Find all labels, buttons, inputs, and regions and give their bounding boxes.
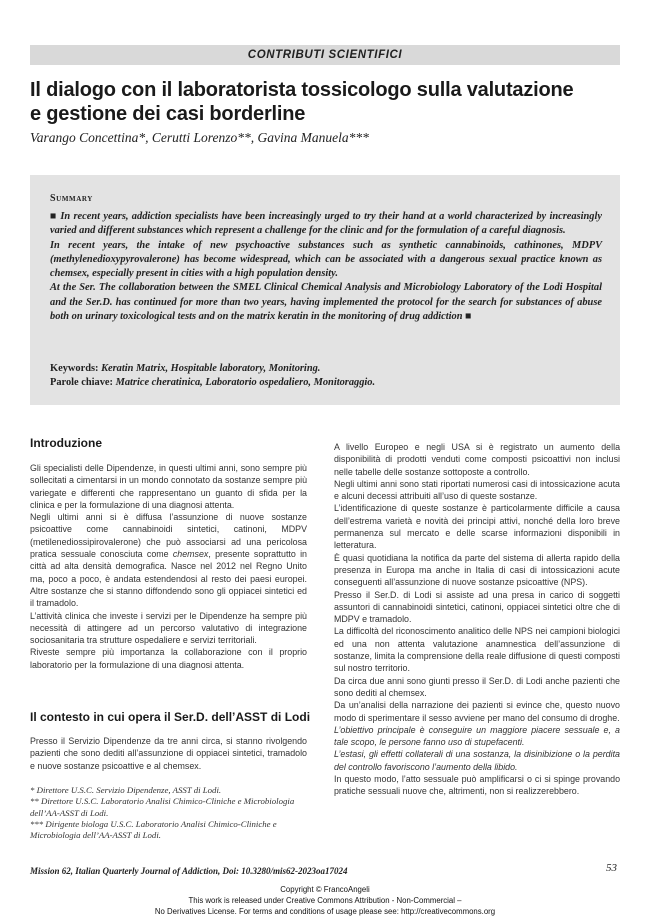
footnote-3: *** Dirigente biologa U.S.C. Laboratorio Analisi Chimico-Cliniche e Microbiologia dell’AA-ASST di Lodi. [30, 818, 277, 841]
parole-chiave-label: Parole chiave: [50, 377, 113, 388]
intro-paragraph: Gli specialisti delle Dipendenze, in questi ultimi anni, sono sempre più sollecitati a cimentarsi in un mondo connotato da sostanze sempre più variegate e differenti che rappresentano un guanto di sfida per la clinica e per la formulazione di una diagnosi attenta. [30, 463, 307, 510]
keywords-line [50, 363, 610, 374]
section-title-contesto: Il contesto in cui opera il Ser.D. dell’ASST di Lodi [30, 710, 311, 724]
keywords-value: Keratin Matrix, Hospitable laboratory, Monitoring. [101, 363, 321, 374]
page-number: 53 [606, 862, 617, 874]
body-paragraph: In questo modo, l’atto sessuale può amplificarsi o ci si spinge provando pratiche sessuali nuove che, altrimenti, non si realizzerebbero. [334, 774, 620, 797]
right-column-body [334, 441, 620, 798]
body-paragraph: Presso il Ser.D. di Lodi si assiste ad una presa in carico di soggetti assuntori di cannabinoidi sintetici, catinoni, oppiacei sintetici oltre che di MDPV e tramadolo. [334, 589, 620, 625]
section-label: CONTRIBUTI SCIENTIFICI [247, 49, 403, 61]
body-paragraph: L’identificazione di queste sostanze è particolarmente difficile a causa dell’estrema varietà e novità dei principi attivi, nonché della loro breve permanenza sul mercato e delle scarse informazioni disponibili in letteratura. [334, 503, 620, 551]
license-line: This work is released under Creative Commons Attribution - Non-Commercial – [188, 895, 462, 905]
summary-body [50, 210, 602, 324]
summary-box [30, 175, 620, 405]
intro-paragraph: L’attività clinica che investe i servizi per le Dipendenze ha sempre più necessità di attingere ad un percorso valutativo di integrazione sociosanitaria tra strutture ospedaliere e servizi territoriali. [30, 610, 307, 646]
summary-paragraph: At the Ser. The collaboration between the SMEL Clinical Chemical Analysis and Microbiology Laboratory of the Lodi Hospital and the Ser.D. has continued for more than two years, having implemented the protocol for the search for substances of abuse both on urinary toxicological tests and on the matrix keratin in the monitoring of drug addiction ■ [50, 282, 602, 323]
intro-paragraph: Negli ultimi anni si è diffusa l’assunzione di nuove sostanze psicoattive come cannabinoidi sintetici, catinoni, MDPV (metilenediossipirovalerone) che può associarsi ad una pericolosa pratica sessuale conosciuta come chemsex, presente soprattutto in città ad alta densità demografica. Nasce nel 2012 nel Regno Unito ma, poco a poco, è andata estendendosi al resto dei paesi europei. Altre sostanze che si stanno diffondendo sono gli oppiacei sintetici ed il tramadolo. [30, 512, 307, 609]
title-line-1: Il dialogo con il laboratorista tossicologo sulla valutazione [30, 79, 574, 101]
body-paragraph: Da circa due anni sono giunti presso il Ser.D. di Lodi anche pazienti che sono dediti al chemsex. [334, 675, 620, 698]
body-paragraph-italic: L’estasi, gli effetti collaterali di una sostanza, la disinibizione o la perdita del controllo favoriscono l’aumento della libido. [334, 749, 620, 772]
journal-citation: Mission 62, Italian Quarterly Journal of Addiction, Doi: 10.3280/mis62-2023oa17024 [30, 866, 348, 876]
body-paragraph: La difficoltà del riconoscimento analitico delle NPS nei campioni biologici ed una non attenta valutazione anamnestica dell’assunzione di sostanze, limita la comprensione della reale diffusione di questi composti sul nostro territorio. [334, 626, 620, 674]
body-paragraph-italic: L’obiettivo principale è conseguire un maggiore piacere sessuale e, a tale scopo, le persone fanno uso di stupefacenti. [334, 724, 620, 748]
chemsex-term: chemsex [172, 549, 209, 560]
intro-paragraph: Riveste sempre più importanza la collaborazione con il proprio laboratorio per la formulazione di una diagnosi attenta. [30, 647, 307, 670]
copyright-notice [0, 885, 650, 917]
body-paragraph: Negli ultimi anni sono stati riportati numerosi casi di intossicazione acuta e alcuni decessi attribuiti all’uso di queste sostanze. [334, 478, 620, 502]
license-terms-line: No Derivatives License. For terms and conditions of usage please see: http://creativecommons.org [154, 906, 496, 916]
section-header-bar [30, 45, 620, 65]
body-paragraph: A livello Europeo e negli USA si è registrato un aumento della disponibilità di prodotti venduti come composti psicoattivi non inclusi nelle tabelle delle sostanze sottoposte a controllo. [334, 442, 620, 477]
body-paragraph: È quasi quotidiana la notifica da parte del sistema di allerta rapido della presenza in Europa ma anche in Italia di casi di intossicazioni acute conseguenti all’assunzione di nuove sostanze psicoattive (NPS). [334, 552, 620, 588]
summary-paragraph: In recent years, the intake of new psychoactive substances such as synthetic cannabinoids, cathinones, MDPV (methylenedioxypyrovalerone) has become widespread, which can be associated with a dangerous sexual practice known as chemsex, especially present in cities with a high population density. [50, 239, 602, 280]
parole-chiave-line [50, 377, 610, 388]
footnote-2: ** Direttore U.S.C. Laboratorio Analisi Chimico-Cliniche e Microbiologia dell’AA-ASST di Lodi. [30, 796, 295, 818]
parole-chiave-value: Matrice cheratinica, Laboratorio ospedaliero, Monitoraggio. [115, 377, 376, 388]
article-title [30, 78, 630, 126]
title-line-2: e gestione dei casi borderline [30, 103, 306, 125]
summary-paragraph: ■ In recent years, addiction specialists have been increasingly urged to try their hand at a world characterized by increasingly varied and different substances which represent a challenge for the clinic and for the formulation of a careful diagnosis. [50, 211, 602, 237]
summary-heading: Summary [50, 193, 93, 204]
section-title-introduzione: Introduzione [30, 436, 102, 450]
context-body [30, 735, 307, 772]
context-paragraph: Presso il Servizio Dipendenze da tre anni circa, si stanno rivolgendo pazienti che sono dediti all’assunzione di oppiacei sintetici, tramadolo e nuove sostanze psicoattive e al chemsex. [30, 736, 307, 771]
copyright-line: Copyright © FrancoAngeli [280, 885, 370, 894]
author-footnotes [30, 785, 307, 841]
intro-body [30, 462, 307, 671]
footnote-1: * Direttore U.S.C. Servizio Dipendenze, ASST di Lodi. [30, 785, 222, 795]
author-list: Varango Concettina*, Cerutti Lorenzo**, Gavina Manuela*** [30, 130, 369, 145]
body-paragraph: Da un’analisi della narrazione dei pazienti si evince che, questo nuovo modo di sperimentare il sesso avviene per mano del consumo di droghe. [334, 700, 620, 723]
keywords-label: Keywords: [50, 363, 99, 374]
